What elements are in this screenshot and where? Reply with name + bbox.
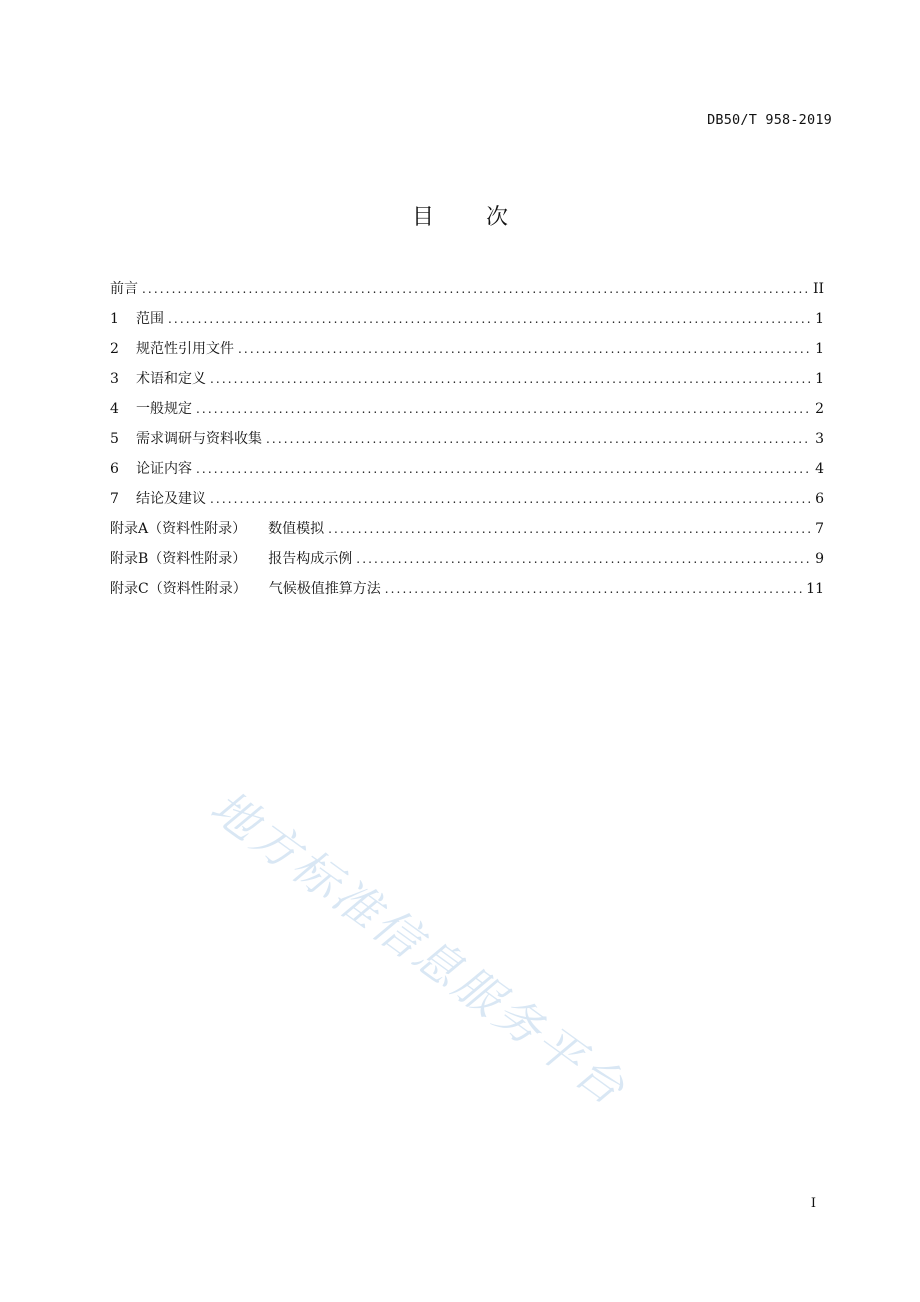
toc-entry-label [110,518,324,540]
toc-entry-5[interactable] [110,428,824,458]
toc-entry-foreword[interactable] [110,278,824,308]
toc-entry-label: 前言 [110,281,138,297]
toc-leader [210,368,810,390]
toc-entry-page: 6 [815,491,824,507]
toc-leader [210,488,810,510]
toc-entry-2[interactable] [110,338,824,368]
table-of-contents [110,278,824,608]
toc-entry-page: 3 [815,431,824,447]
toc-leader [266,428,810,450]
toc-entry-number: 3 [110,371,119,387]
toc-entry-4[interactable] [110,398,824,428]
appendix-designation: 附录B（资料性附录） [110,551,247,567]
toc-entry-page: II [812,281,824,297]
toc-entry-label [110,548,352,570]
page-number: I [810,1196,816,1211]
toc-entry-number: 2 [110,341,119,357]
appendix-title: 数值模拟 [268,521,325,537]
toc-entry-page: 4 [815,461,824,477]
toc-entry-number: 6 [110,461,119,477]
toc-leader [238,338,810,360]
toc-title-char-2: 次 [486,205,509,230]
toc-entry-number: 1 [110,311,119,327]
toc-entry-page: 11 [806,581,824,597]
toc-entry-7[interactable] [110,488,824,518]
toc-entry-label: 范围 [136,311,164,327]
toc-entry-1[interactable] [110,308,824,338]
toc-entry-label: 论证内容 [136,461,192,477]
toc-entry-page: 1 [815,371,824,387]
toc-entry-label [110,578,381,600]
standard-code: DB50/T 958-2019 [707,112,832,128]
toc-entry-appendix-b[interactable] [110,548,824,578]
toc-leader [328,518,810,540]
toc-title-char-1: 目 [411,205,434,230]
appendix-title: 报告构成示例 [268,551,353,567]
toc-entry-page: 9 [815,551,824,567]
toc-leader [196,398,810,420]
appendix-designation: 附录A（资料性附录） [110,521,247,537]
toc-title [0,200,920,231]
toc-entry-label: 规范性引用文件 [136,341,234,357]
toc-entry-number: 4 [110,401,119,417]
toc-leader [142,278,809,300]
toc-leader [356,548,810,570]
toc-entry-page: 1 [815,311,824,327]
toc-entry-label: 结论及建议 [136,491,206,507]
toc-entry-label: 需求调研与资料收集 [136,431,262,447]
toc-entry-appendix-c[interactable] [110,578,824,608]
toc-entry-3[interactable] [110,368,824,398]
toc-leader [168,308,810,330]
toc-leader [196,458,810,480]
toc-entry-6[interactable] [110,458,824,488]
toc-leader [385,578,802,600]
appendix-title: 气候极值推算方法 [268,581,381,597]
toc-entry-label: 一般规定 [136,401,192,417]
toc-entry-number: 5 [110,431,119,447]
toc-entry-appendix-a[interactable] [110,518,824,548]
toc-entry-page: 1 [815,341,824,357]
appendix-designation: 附录C（资料性附录） [110,581,247,597]
toc-entry-page: 7 [815,521,824,537]
watermark: 地方标准信息服务平台 [200,779,638,1117]
toc-entry-number: 7 [110,491,119,507]
toc-entry-label: 术语和定义 [136,371,206,387]
toc-entry-page: 2 [815,401,824,417]
